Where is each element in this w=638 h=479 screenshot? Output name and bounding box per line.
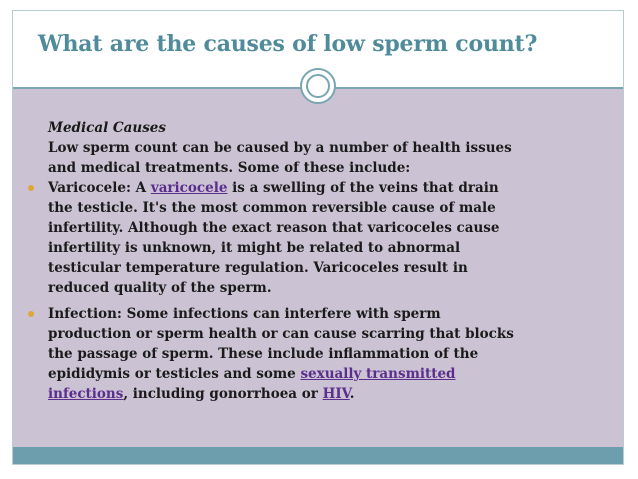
slide-title: What are the causes of low sperm count? — [38, 31, 538, 57]
bullet-line: the passage of sperm. These include inflammation of the — [48, 346, 479, 362]
varicocele-link[interactable]: varicocele — [150, 180, 228, 196]
sexually-transmitted-infections-link[interactable]: infections — [48, 386, 124, 402]
bullet-line: production or sperm health or can cause scarring that blocks — [48, 326, 514, 342]
bullet-line: Varicocele: A varicocele is a swelling of the veins that drain — [48, 180, 499, 196]
bullet-infection — [48, 304, 613, 404]
bullet-line: Infection: Some infections can interfere with sperm — [48, 306, 441, 322]
bullet-line: the testicle. It's the most common reversible cause of male — [48, 200, 496, 216]
bullet-line: reduced quality of the sperm. — [48, 280, 272, 296]
circle-ornament-icon — [300, 68, 336, 104]
bullet-line: infertility is unknown, it might be related to abnormal — [48, 240, 461, 256]
bullet-icon — [28, 311, 34, 317]
intro-line: and medical treatments. Some of these include: — [48, 160, 411, 176]
bullet-line: infertility. Although the exact reason that varicoceles cause — [48, 220, 500, 236]
intro-line: Low sperm count can be caused by a number of health issues — [48, 140, 512, 156]
sexually-transmitted-infections-link[interactable]: sexually transmitted — [300, 366, 456, 382]
footer-bar — [13, 447, 623, 464]
section-heading: Medical Causes — [48, 120, 166, 136]
bullet-line: epididymis or testicles and some sexually transmitted — [48, 366, 456, 382]
hiv-link[interactable]: HIV — [322, 386, 350, 402]
bullet-varicocele — [48, 178, 613, 298]
bullet-line: infections, including gonorrhoea or HIV. — [48, 386, 355, 402]
bullet-line: testicular temperature regulation. Varicoceles result in — [48, 260, 468, 276]
bullet-icon — [28, 185, 34, 191]
slide-body — [48, 118, 613, 404]
